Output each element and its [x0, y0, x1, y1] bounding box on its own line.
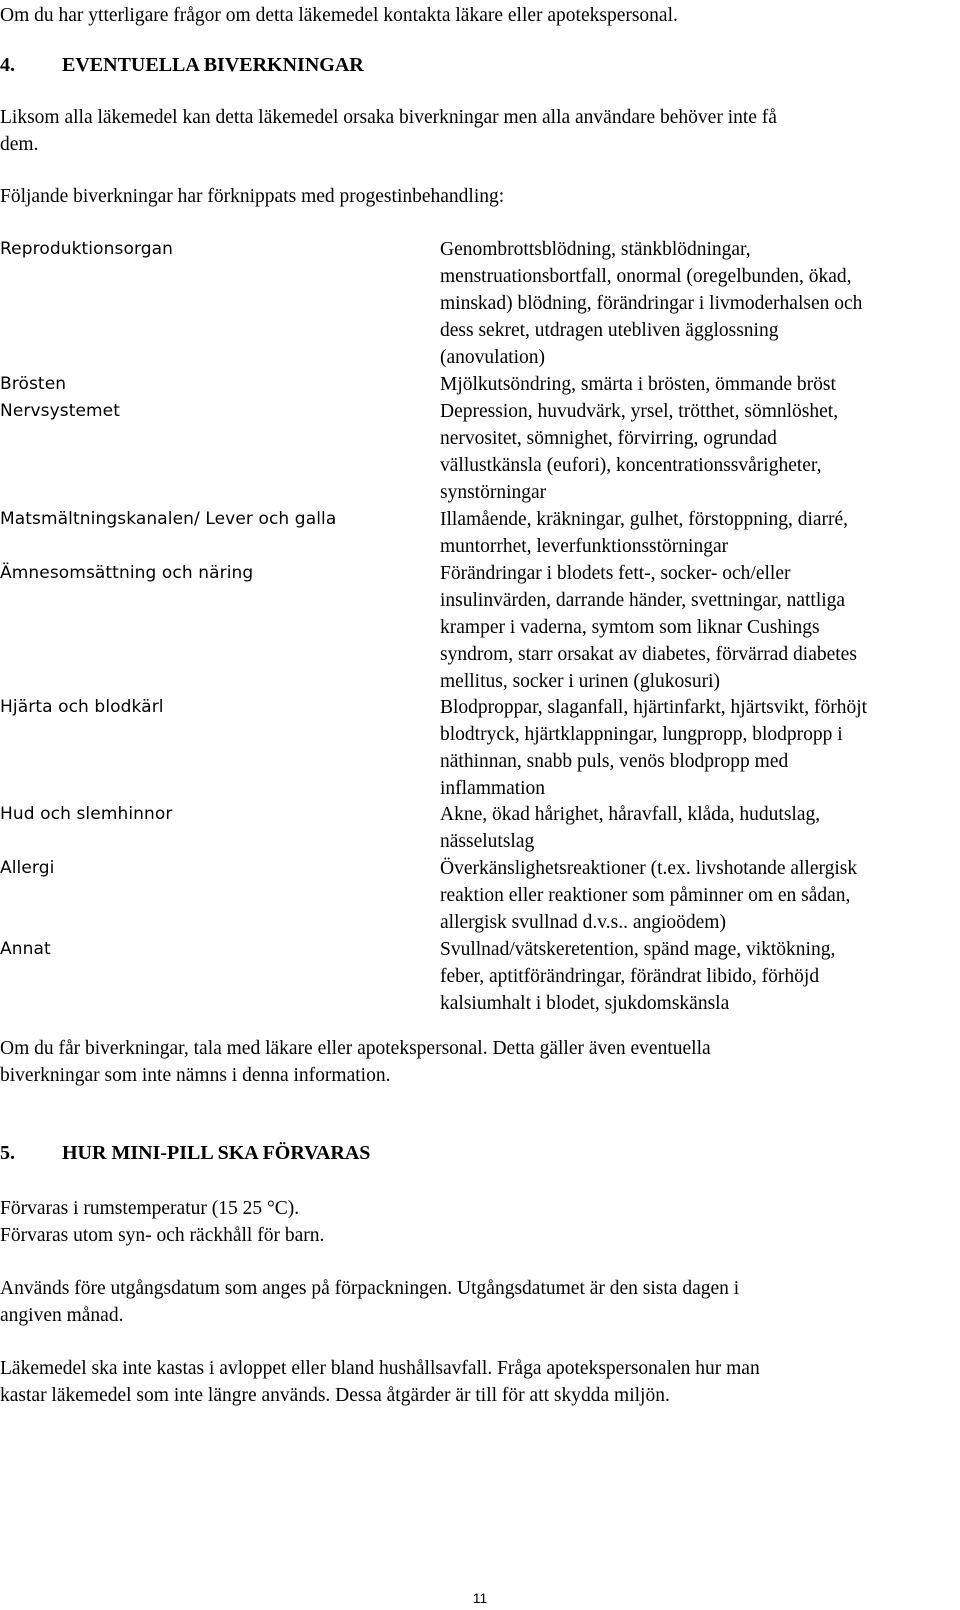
effect-line: mellitus, socker i urinen (glukosuri)	[440, 671, 720, 692]
effect-line: dess sekret, utdragen utebliven ägglossning	[440, 320, 779, 341]
effect-line: Överkänslighetsreaktioner (t.ex. livshotande allergisk	[440, 858, 858, 879]
effect-line: nervositet, sömnighet, förvirring, ogrundad	[440, 428, 777, 449]
organ-label: Hud och slemhinnor	[0, 804, 173, 824]
effect-line: inflammation	[440, 778, 546, 799]
effect-line: syndrom, starr orsakat av diabetes, förvärrad diabetes	[440, 644, 857, 665]
effect-description	[440, 855, 960, 936]
effect-description	[440, 236, 960, 371]
organ-label: Hjärta och blodkärl	[0, 697, 164, 717]
disposal-line-2: kastar läkemedel som inte längre används. Dessa åtgärder är till för att skydda miljön.	[0, 1385, 670, 1406]
effect-line: kramper i vaderna, symtom som liknar Cushings	[440, 617, 820, 638]
effect-line: (anovulation)	[440, 347, 546, 368]
organ-label: Brösten	[0, 374, 67, 394]
effect-description	[440, 371, 960, 398]
effect-description	[440, 694, 960, 802]
after-table-line-2: biverkningar som inte nämns i denna information.	[0, 1065, 391, 1086]
effect-line: insulinvärden, darrande händer, svettningar, nattliga	[440, 590, 846, 611]
storage-children: Förvaras utom syn- och räckhåll för barn.	[0, 1225, 325, 1246]
effect-line: menstruationsbortfall, onormal (oregelbunden, ökad,	[440, 266, 852, 287]
effect-line: nässelutslag	[440, 831, 535, 852]
organ-label: Ämnesomsättning och näring	[0, 563, 254, 583]
effect-line: vällustkänsla (eufori), koncentrationssvårigheter,	[440, 455, 822, 476]
effect-line: Illamående, kräkningar, gulhet, förstoppning, diarré,	[440, 509, 849, 530]
effect-line: minskad) blödning, förändringar i livmoderhalsen och	[440, 293, 863, 314]
section-4-paragraph-1-line-2: dem.	[0, 134, 39, 155]
effect-line: blodtryck, hjärtklappningar, lungpropp, blodpropp i	[440, 724, 843, 745]
expiry-line-1: Används före utgångsdatum som anges på förpackningen. Utgångsdatumet är den sista dagen i	[0, 1278, 740, 1299]
effect-description	[440, 398, 960, 506]
section-4-paragraph-1-line-1: Liksom alla läkemedel kan detta läkemedel orsaka biverkningar men alla användare behöver inte få	[0, 107, 777, 128]
section-5-title: HUR MINI-PILL SKA FÖRVARAS	[62, 1142, 371, 1164]
disposal-line-1: Läkemedel ska inte kastas i avloppet eller bland hushållsavfall. Fråga apotekspersonalen hur man	[0, 1358, 760, 1379]
effect-line: synstörningar	[440, 482, 547, 503]
effect-line: muntorrhet, leverfunktionsstörningar	[440, 536, 729, 557]
effect-line: Blodproppar, slaganfall, hjärtinfarkt, hjärtsvikt, förhöjt	[440, 697, 868, 718]
page-number: 11	[472, 1590, 488, 1606]
effect-line: allergisk svullnad d.v.s.. angioödem)	[440, 912, 726, 933]
effect-line: Svullnad/vätskeretention, spänd mage, viktökning,	[440, 939, 836, 960]
organ-label: Annat	[0, 939, 51, 959]
organ-label: Allergi	[0, 858, 55, 878]
effect-line: kalsiumhalt i blodet, sjukdomskänsla	[440, 993, 730, 1014]
effect-line: näthinnan, snabb puls, venös blodpropp med	[440, 751, 789, 772]
organ-label: Matsmältningskanalen/ Lever och galla	[0, 509, 337, 529]
effect-line: Förändringar i blodets fett-, socker- och/eller	[440, 563, 791, 584]
section-4-title: EVENTUELLA BIVERKNINGAR	[62, 54, 364, 76]
effect-line: Depression, huvudvärk, yrsel, trötthet, sömnlöshet,	[440, 401, 839, 422]
organ-label: Reproduktionsorgan	[0, 239, 174, 259]
after-table-line-1: Om du får biverkningar, tala med läkare eller apotekspersonal. Detta gäller även eventuella	[0, 1038, 711, 1059]
effect-description	[440, 801, 960, 855]
effect-line: reaktion eller reaktioner som påminner om en sådan,	[440, 885, 851, 906]
effect-line: Mjölkutsöndring, smärta i brösten, ömmande bröst	[440, 374, 836, 395]
storage-temperature: Förvaras i rumstemperatur (15 25 °C).	[0, 1198, 300, 1219]
effect-line: feber, aptitförändringar, förändrat libido, förhöjd	[440, 966, 820, 987]
effect-description	[440, 936, 960, 1017]
effect-description	[440, 560, 960, 695]
expiry-line-2: angiven månad.	[0, 1305, 124, 1326]
effect-description	[440, 506, 960, 560]
effect-line: Akne, ökad hårighet, håravfall, klåda, hudutslag,	[440, 804, 821, 825]
effect-line: Genombrottsblödning, stänkblödningar,	[440, 239, 751, 260]
organ-label: Nervsystemet	[0, 401, 121, 421]
section-4-number: 4.	[0, 54, 15, 76]
intro-text: Om du har ytterligare frågor om detta läkemedel kontakta läkare eller apotekspersonal.	[0, 5, 678, 26]
section-4-paragraph-2: Följande biverkningar har förknippats med progestinbehandling:	[0, 186, 505, 207]
section-5-number: 5.	[0, 1142, 15, 1164]
